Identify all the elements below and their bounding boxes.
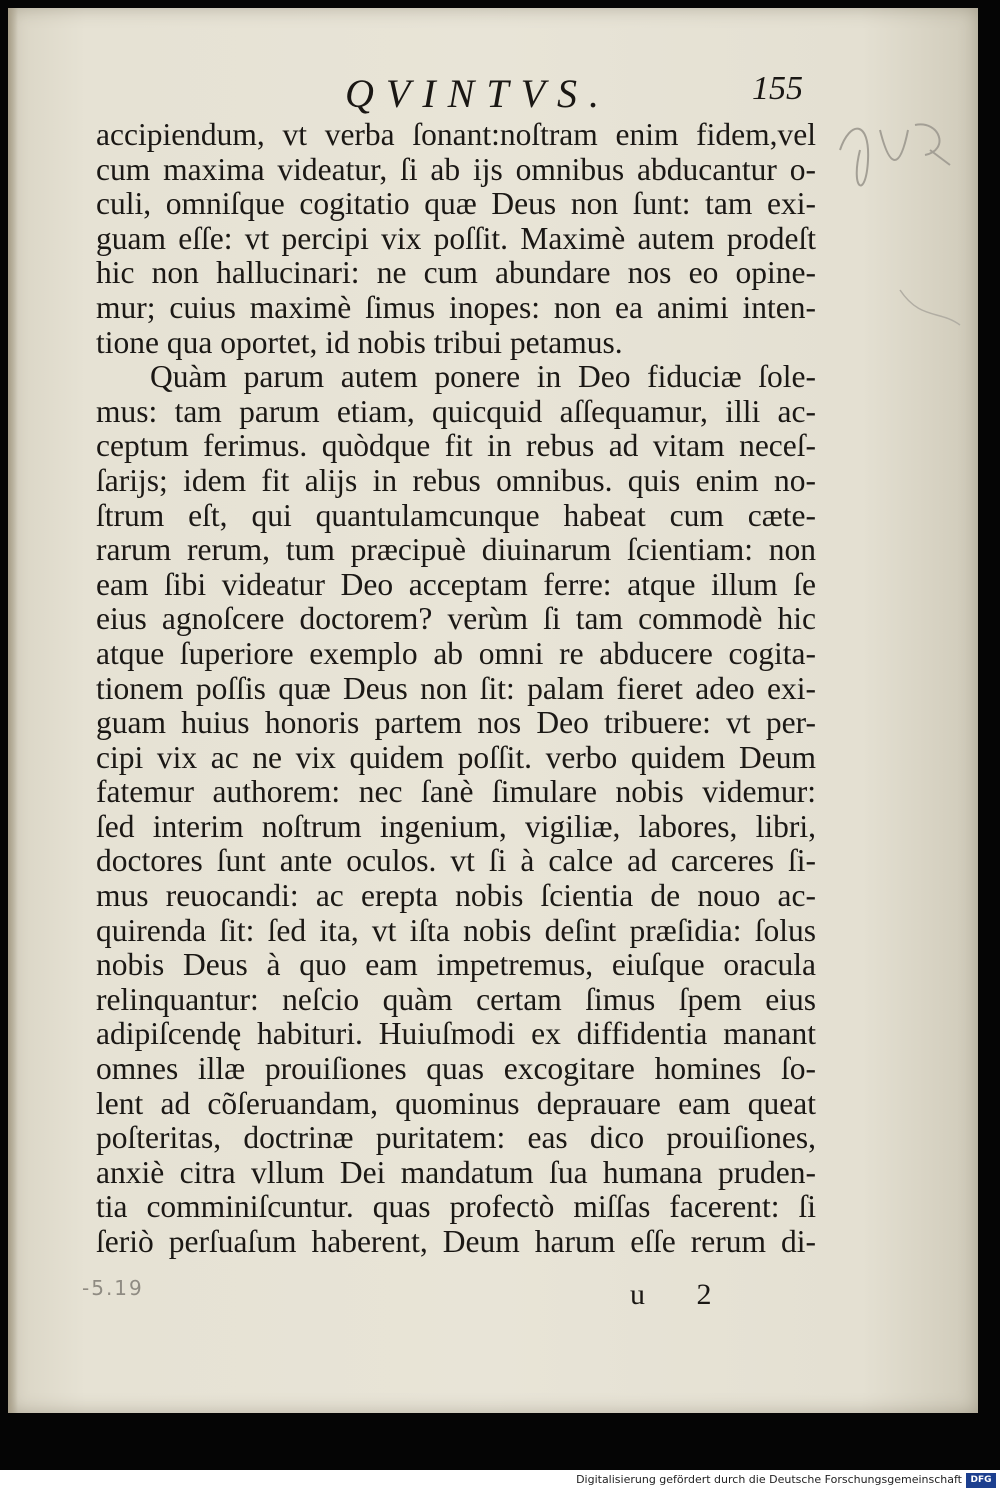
text-line: hic non hallucinari: ne cum abundare nos eo opine- <box>96 255 816 291</box>
text-line: tia comminiſcuntur. quas profectò miſſas facerent: ſi <box>96 1189 816 1225</box>
text-line: ceptum ferimus. quòdque fit in rebus ad vitam neceſ- <box>96 428 816 464</box>
running-head: QVINTVS. <box>345 71 611 116</box>
dfg-logo-icon: DFG <box>966 1473 996 1488</box>
text-line: ſed interim noſtrum ingenium, vigiliæ, labores, libri, <box>96 808 816 844</box>
text-line: anxiè citra vllum Dei mandatum ſua humana pruden- <box>96 1154 816 1190</box>
text-line: accipiendum, vt verba ſonant:noſtram enim fidem,vel <box>96 117 816 152</box>
digitization-footer <box>0 1470 1000 1492</box>
text-line: nobis Deus à quo eam impetremus, eiuſque oracula <box>96 947 816 983</box>
text-line: lent ad cõſeruandam, quominus deprauare eam queat <box>96 1085 816 1121</box>
text-line: rarum rerum, tum præcipuè diuinarum ſcientiam: non <box>96 532 816 568</box>
text-line: eius agnoſcere doctorem? verùm ſi tam commodè hic <box>96 601 816 637</box>
text-line: adipiſcendę habituri. Huiuſmodi ex diffidentia manant <box>96 1016 816 1052</box>
text-line: guam eſſe: vt percipi vix poſſit. Maximè autem prodeſt <box>96 220 816 256</box>
footer-credit: Digitalisierung gefördert durch die Deutsche Forschungsgemeinschaft <box>576 1473 962 1486</box>
pencil-shelf-mark: -5.19 <box>82 1276 144 1300</box>
text-line: mur; cuius maximè ſimus inopes: non ea animi inten- <box>96 289 816 325</box>
text-line: guam huius honoris partem nos Deo tribuere: vt per- <box>96 705 816 741</box>
text-line: tionem poſſis quæ Deus non ſit: palam fieret adeo exi- <box>96 670 816 706</box>
text-line: quirenda ſit: ſed ita, vt iſta nobis deſint præſidia: ſolus <box>96 912 816 948</box>
text-line: cum maxima videatur, ſi ab ijs omnibus abducantur o- <box>96 151 816 187</box>
text-line: doctores ſunt ante oculos. vt ſi à calce ad carceres ſi- <box>96 843 816 879</box>
text-line: tione qua oportet, id nobis tribui petamus. <box>96 324 623 360</box>
text-line: eam ſibi videatur Deo acceptam ferre: atque illum ſe <box>96 566 816 602</box>
text-line: poſteritas, doctrinæ puritatem: eas dico prouiſiones, <box>96 1120 816 1156</box>
text-line: ſtrum eſt, qui quantulamcunque habeat cum cæte- <box>96 497 816 533</box>
margin-handwriting-scribble <box>830 110 980 370</box>
page-gutter-shadow <box>8 8 18 1413</box>
text-line: ſarijs; idem fit alijs in rebus omnibus. quis enim no- <box>96 462 816 498</box>
text-line: Quàm parum autem ponere in Deo fiduciæ ſole- <box>150 359 816 395</box>
text-line: mus reuocandi: ac erepta nobis ſcientia de nouo ac- <box>96 878 816 914</box>
signature-mark: u 2 <box>630 1278 734 1311</box>
text-line: ſeriò perſuaſum haberent, Deum harum eſſe rerum di- <box>96 1224 816 1259</box>
text-line: fatemur authorem: nec ſanè ſimulare nobis videmur: <box>96 774 816 810</box>
text-line: omnes illæ prouiſiones quas excogitare homines ſo- <box>96 1051 816 1087</box>
text-line: culi, omniſque cogitatio quæ Deus non ſunt: tam exi- <box>96 186 816 222</box>
body-text-block <box>96 118 816 1260</box>
text-line: cipi vix ac ne vix quidem poſſit. verbo quidem Deum <box>96 739 816 775</box>
text-line: atque ſuperiore exemplo ab omni re abducere cogita- <box>96 635 816 671</box>
text-line: mus: tam parum etiam, quicquid aſſequamur, illi ac- <box>96 393 816 429</box>
page-number: 155 <box>752 70 803 107</box>
text-line: relinquantur: neſcio quàm certam ſimus ſpem eius <box>96 981 816 1017</box>
